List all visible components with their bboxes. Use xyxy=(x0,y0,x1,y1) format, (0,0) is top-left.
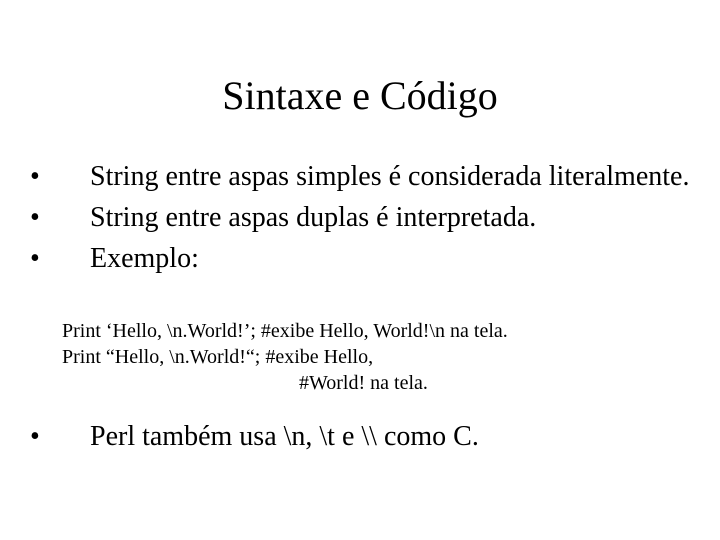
bullet-text: String entre aspas simples é considerada literalmente. xyxy=(90,161,690,192)
code-line-double-quote: Print “Hello, \n.World!“; #exibe Hello, xyxy=(62,346,374,368)
bullet-list-final xyxy=(30,420,700,461)
bullet-item-double-quotes xyxy=(30,201,700,235)
bullet-item-example xyxy=(30,242,700,276)
bullet-icon: • xyxy=(30,243,40,274)
code-line-single-quote: Print ‘Hello, \n.World!’; #exibe Hello, World!\n na tela. xyxy=(62,320,508,342)
bullet-icon: • xyxy=(30,161,40,192)
slide-title: Sintaxe e Código xyxy=(222,73,498,118)
bullet-text: String entre aspas duplas é interpretada. xyxy=(90,202,537,233)
bullet-list xyxy=(30,160,700,283)
bullet-text: Exemplo: xyxy=(90,243,199,274)
bullet-item-escapes xyxy=(30,420,700,454)
bullet-icon: • xyxy=(30,421,40,452)
bullet-text: Perl também usa \n, \t e \\ como C. xyxy=(90,421,479,452)
code-line-continuation: #World! na tela. xyxy=(299,372,428,394)
code-example xyxy=(62,318,702,396)
bullet-item-single-quotes xyxy=(30,160,700,194)
bullet-icon: • xyxy=(30,202,40,233)
